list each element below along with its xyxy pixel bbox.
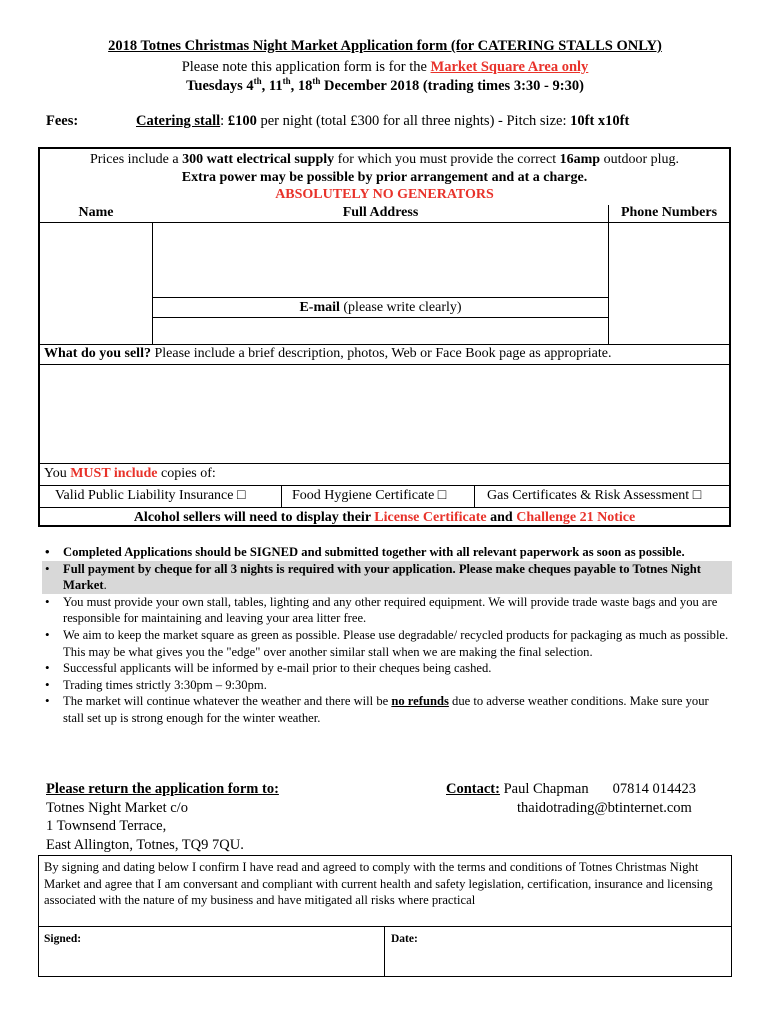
fees-details bbox=[136, 113, 629, 130]
signed-label: Signed: bbox=[44, 933, 82, 945]
must-part: copies of: bbox=[157, 466, 216, 481]
email-label bbox=[153, 300, 608, 316]
return-line: Totnes Night Market c/o bbox=[46, 799, 188, 816]
payment-terms-end: . bbox=[103, 578, 107, 593]
terms-list bbox=[42, 544, 732, 727]
dates-sup: th bbox=[312, 76, 321, 86]
what-sell-bold: What do you sell? bbox=[44, 346, 151, 361]
fees-label: Fees: bbox=[46, 113, 79, 129]
date-field[interactable] bbox=[385, 927, 731, 976]
plug-rating: 16amp bbox=[559, 152, 601, 167]
contact-email[interactable]: thaidotrading@btinternet.com bbox=[517, 799, 692, 816]
what-sell-rest: Please include a brief description, photos, Web or Face Book page as appropriate. bbox=[150, 346, 612, 361]
dates-part: , 11 bbox=[261, 77, 283, 94]
catering-stall-label: Catering stall bbox=[136, 113, 221, 129]
alcohol-part: and bbox=[486, 510, 517, 525]
area-note-highlight: Market Square Area only bbox=[430, 59, 589, 75]
return-address-block bbox=[46, 780, 279, 854]
food-hygiene-label: Food Hygiene Certificate bbox=[292, 488, 435, 503]
dates-part: Tuesdays 4 bbox=[186, 77, 254, 94]
electrical-supply: 300 watt electrical supply bbox=[182, 152, 335, 167]
return-heading: Please return the application form to: bbox=[46, 781, 279, 797]
alcohol-sellers-notice bbox=[40, 510, 729, 526]
dates-sup: th bbox=[282, 76, 291, 86]
contact-label: Contact: bbox=[446, 781, 500, 797]
phone-column-header: Phone Numbers bbox=[620, 205, 718, 220]
form-title: 2018 Totnes Christmas Night Market Application form (for CATERING STALLS ONLY) bbox=[108, 38, 662, 54]
contact-block bbox=[446, 780, 696, 817]
email-label-rest: (please write clearly) bbox=[339, 300, 462, 315]
pitch-size: 10ft x10ft bbox=[570, 113, 630, 129]
date-label: Date: bbox=[391, 933, 418, 945]
list-item: • Successful applicants will be informed by e-mail prior to their cheques being cashed. bbox=[42, 660, 732, 677]
name-column-header: Name bbox=[78, 205, 114, 220]
challenge-21-notice: Challenge 21 Notice bbox=[516, 510, 636, 525]
food-hygiene-checkbox[interactable]: □ bbox=[437, 488, 447, 503]
must-part: You bbox=[44, 466, 71, 481]
list-item bbox=[42, 693, 732, 726]
liability-insurance-label: Valid Public Liability Insurance bbox=[55, 488, 234, 503]
contact-phone: 07814 014423 bbox=[612, 781, 696, 797]
prices-part: for which you must provide the correct bbox=[334, 152, 560, 167]
fees-price: £100 bbox=[227, 113, 257, 129]
dates-part: , 18 bbox=[290, 77, 313, 94]
list-item: • Completed Applications should be SIGNED and submitted together with all relevant paperwork as soon as possible. bbox=[42, 544, 732, 561]
prices-part: Prices include a bbox=[89, 152, 183, 167]
contact-name: Paul Chapman bbox=[499, 781, 589, 797]
weather-part: The market will continue whatever the weather and there will be bbox=[63, 694, 392, 709]
list-item: • Trading times strictly 3:30pm – 9:30pm. bbox=[42, 677, 732, 694]
what-do-you-sell-label bbox=[44, 346, 611, 362]
gas-certificates-item bbox=[487, 488, 701, 504]
address-column-header: Full Address bbox=[342, 205, 419, 220]
address-field[interactable] bbox=[153, 223, 608, 297]
fees-per-night: per night (total £300 for all three nights) - Pitch size: bbox=[256, 113, 571, 129]
email-label-bold: E-mail bbox=[299, 300, 340, 315]
no-refunds: no refunds bbox=[391, 694, 449, 709]
return-line: 1 Townsend Terrace, bbox=[46, 818, 167, 834]
payment-terms: Full payment by cheque for all 3 nights is required with your application. Please make cheques payable to Totnes Night Market bbox=[63, 561, 701, 593]
dates-part: December 2018 (trading times 3:30 - 9:30) bbox=[320, 77, 584, 94]
area-note-prefix: Please note this application form is for the bbox=[181, 59, 431, 75]
list-item bbox=[42, 561, 732, 594]
prices-part: outdoor plug. bbox=[600, 152, 680, 167]
dates-sup: th bbox=[253, 76, 262, 86]
declaration-text: By signing and dating below I confirm I have read and agreed to comply with the terms and conditions of Totnes Christmas Night Market and agree that I am conversant and compliant with current health and safety legislation, certification, insurance and licensing associated with the nature of my business and have mitigated all risks where practical bbox=[44, 860, 713, 907]
trading-dates bbox=[0, 76, 770, 95]
liability-insurance-item bbox=[55, 488, 245, 504]
name-field[interactable] bbox=[40, 223, 152, 344]
alcohol-part: Alcohol sellers will need to display their bbox=[133, 510, 375, 525]
must-include-label bbox=[44, 466, 216, 482]
email-field[interactable] bbox=[153, 318, 608, 344]
phone-field[interactable] bbox=[609, 223, 729, 344]
license-certificate: License Certificate bbox=[374, 510, 487, 525]
liability-insurance-checkbox[interactable]: □ bbox=[236, 488, 246, 503]
signature-field[interactable] bbox=[39, 927, 384, 976]
area-note bbox=[0, 59, 770, 76]
fees-colon: : bbox=[220, 113, 228, 129]
prices-include-text bbox=[40, 152, 729, 168]
list-item: • You must provide your own stall, tables, lighting and any other required equipment. We will provide trade waste bags and you are responsible for maintaining and leaving your area litter free. bbox=[42, 594, 732, 627]
extra-power-note: Extra power may be possible by prior arrangement and at a charge. bbox=[181, 170, 588, 185]
no-generators-warning: ABSOLUTELY NO GENERATORS bbox=[275, 187, 494, 202]
food-hygiene-item bbox=[292, 488, 446, 504]
gas-certificates-checkbox[interactable]: □ bbox=[692, 488, 702, 503]
list-item: • We aim to keep the market square as green as possible. Please use degradable/ recycled products for packaging as much as possible. This may be what gives you the "edge" over another similar stall when we are making the final selection. bbox=[42, 627, 732, 660]
must-include-emphasis: MUST include bbox=[70, 466, 158, 481]
products-description-field[interactable] bbox=[40, 365, 729, 463]
weather-part: due to adverse weather conditions. Make sure your stall set up is strong enough for the winter weather. bbox=[63, 694, 709, 725]
gas-certificates-label: Gas Certificates & Risk Assessment bbox=[487, 488, 690, 503]
return-line: East Allington, Totnes, TQ9 7QU. bbox=[46, 836, 244, 853]
